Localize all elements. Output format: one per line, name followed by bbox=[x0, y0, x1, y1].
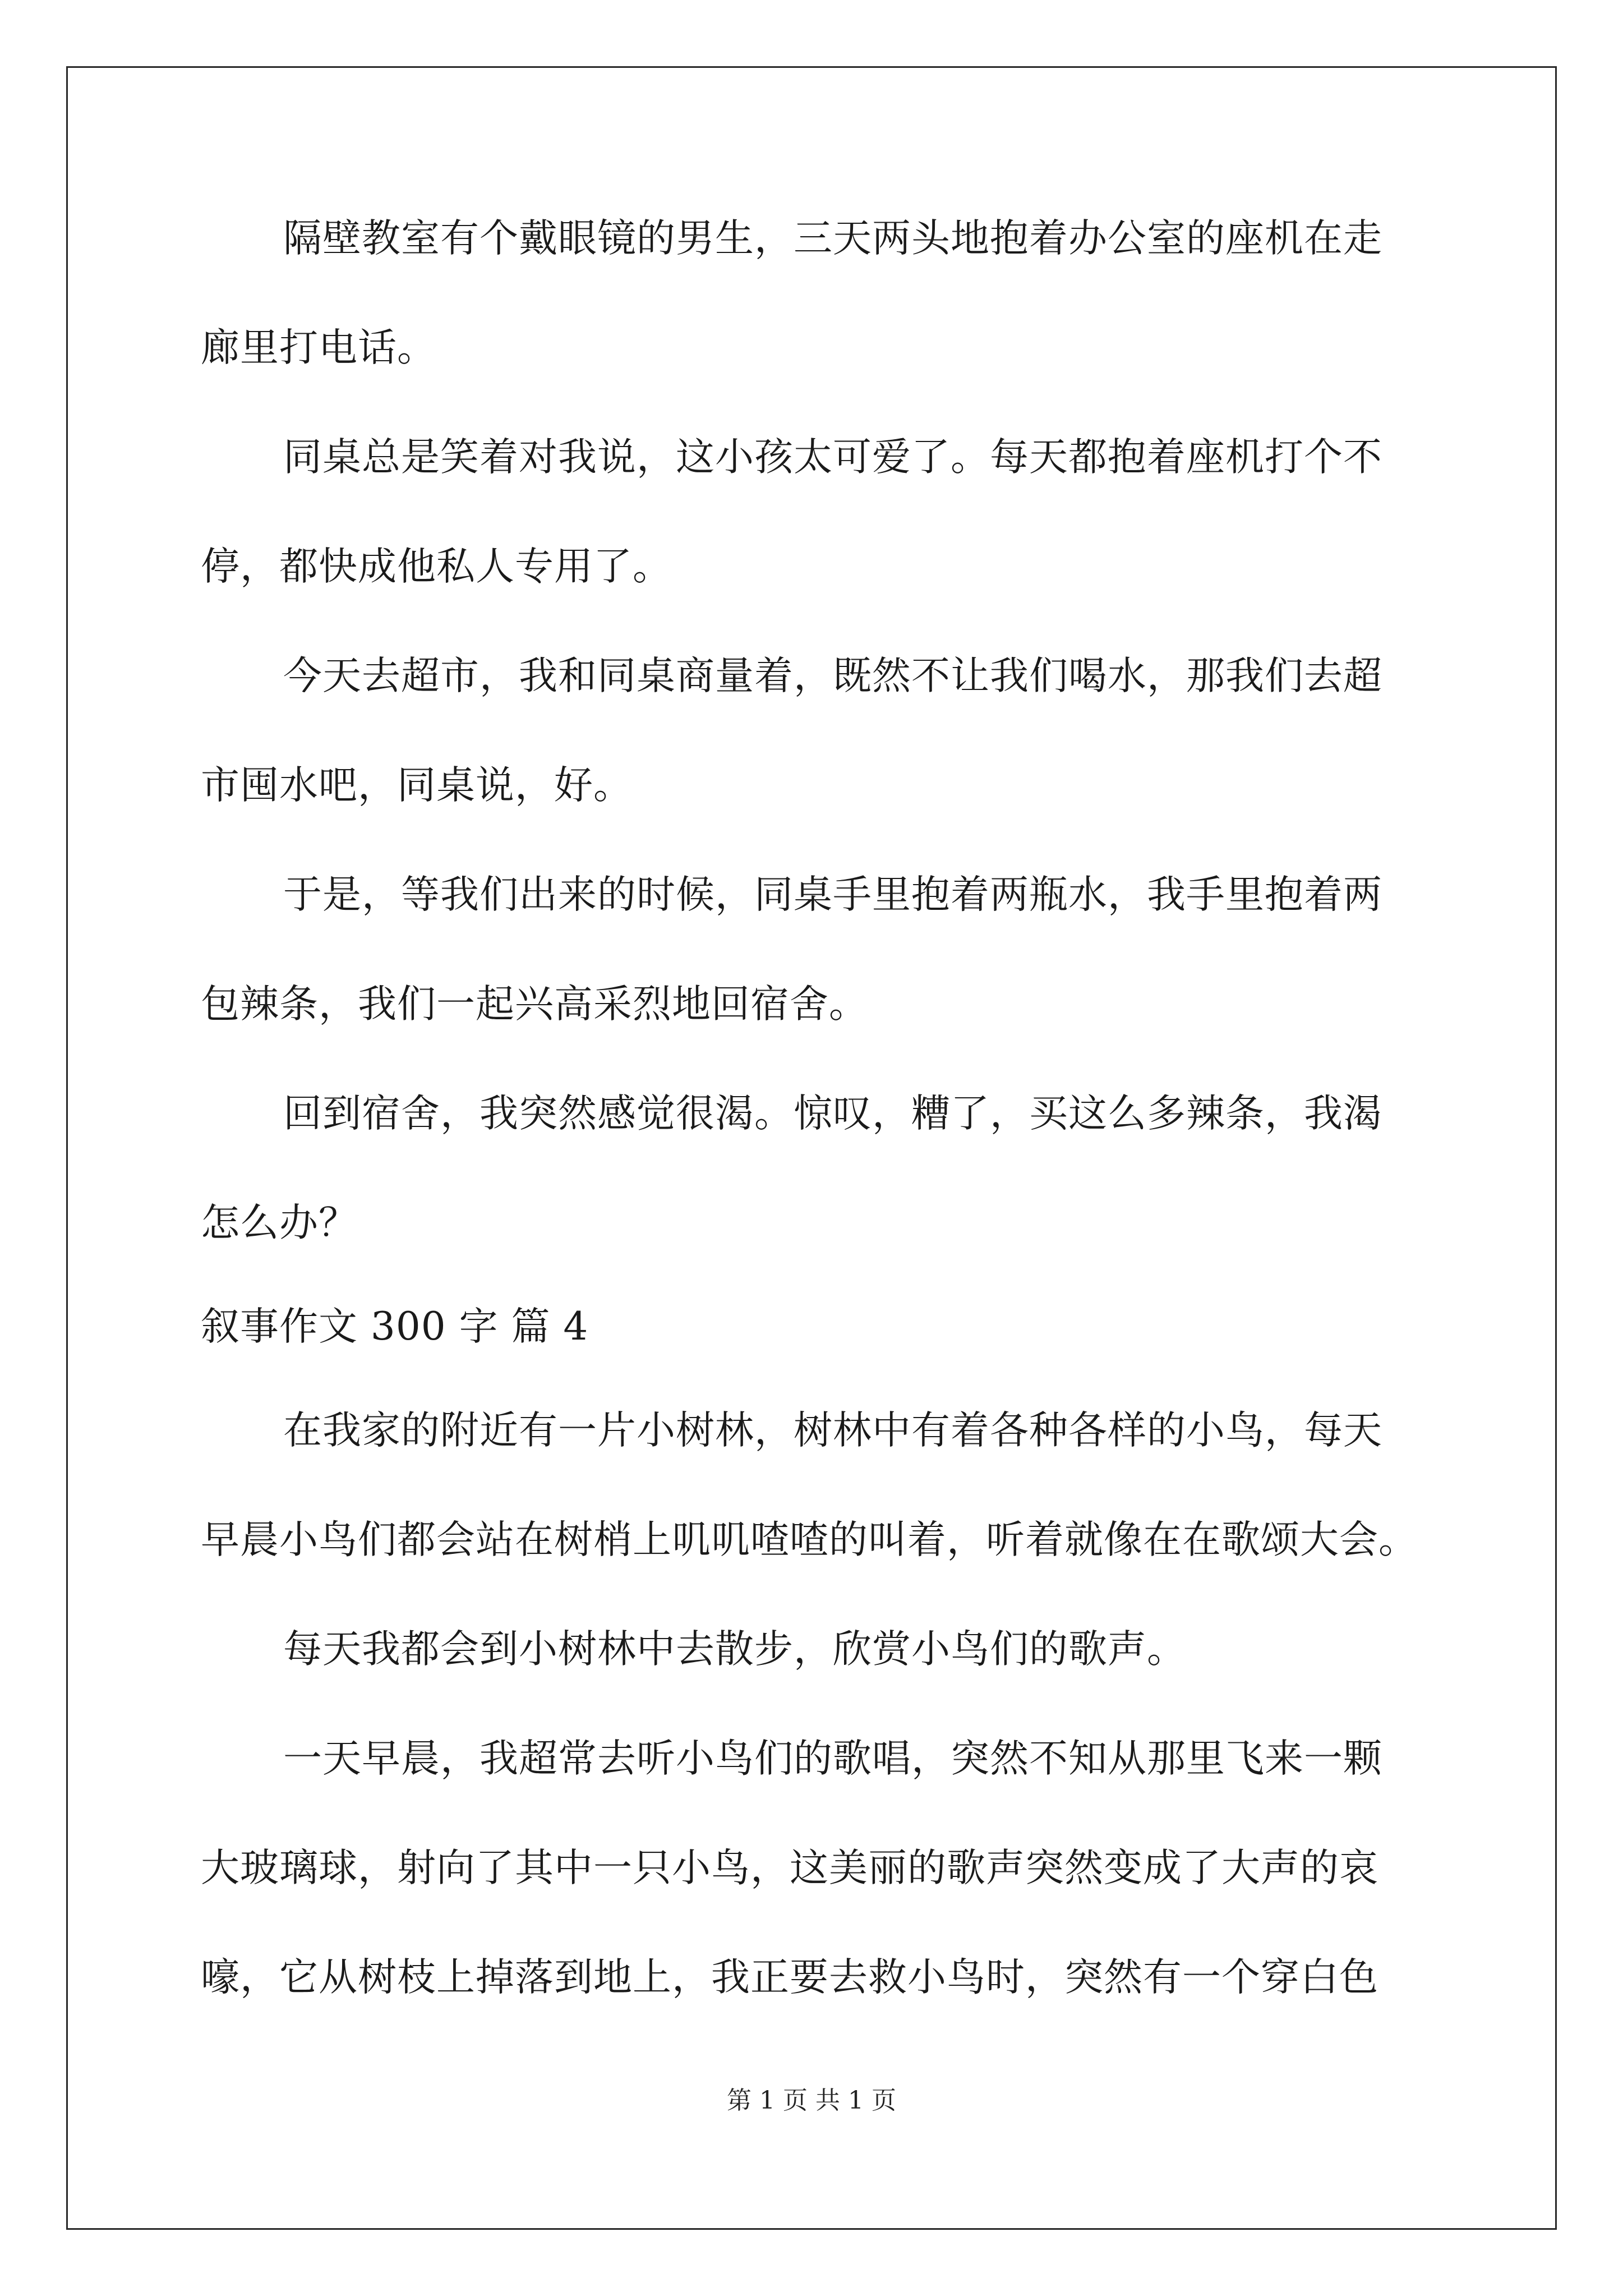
paragraph-line: 怎么办？ bbox=[201, 1200, 358, 1245]
paragraph-line: 停，都快成他私人专用了。 bbox=[201, 544, 672, 589]
paragraph-line: 一天早晨，我超常去听小鸟们的歌唱，突然不知从那里飞来一颗 bbox=[283, 1736, 1382, 1781]
paragraph-line: 廊里打电话。 bbox=[201, 325, 436, 370]
paragraph-line: 在我家的附近有一片小树林，树林中有着各种各样的小鸟，每天 bbox=[283, 1408, 1382, 1453]
paragraph-line: 包辣条，我们一起兴高采烈地回宿舍。 bbox=[201, 982, 868, 1027]
paragraph-line: 于是，等我们出来的时候，同桌手里抱着两瓶水，我手里抱着两 bbox=[283, 872, 1382, 917]
paragraph-line: 市囤水吧，同桌说，好。 bbox=[201, 763, 633, 808]
paragraph-line: 同桌总是笑着对我说，这小孩太可爱了。每天都抱着座机打个不 bbox=[283, 435, 1382, 480]
page-number-footer: 第 1 页 共 1 页 bbox=[727, 2086, 896, 2115]
section-heading: 叙事作文 300 字 篇 4 bbox=[201, 1304, 589, 1349]
paragraph-line: 隔壁教室有个戴眼镜的男生，三天两头地抱着办公室的座机在走 bbox=[283, 216, 1382, 261]
paragraph-line: 早晨小鸟们都会站在树梢上叽叽喳喳的叫着，听着就像在在歌颂大会。 bbox=[201, 1517, 1418, 1562]
paragraph-line: 大玻璃球，射向了其中一只小鸟，这美丽的歌声突然变成了大声的哀 bbox=[201, 1846, 1378, 1890]
paragraph-line: 每天我都会到小树林中去散步，欣赏小鸟们的歌声。 bbox=[283, 1627, 1186, 1672]
paragraph-line: 嚎，它从树枝上掉落到地上，我正要去救小鸟时，突然有一个穿白色 bbox=[201, 1955, 1378, 2000]
page-border bbox=[66, 66, 1557, 2230]
paragraph-line: 回到宿舍，我突然感觉很渴。惊叹，糟了，买这么多辣条，我渴 bbox=[283, 1091, 1382, 1136]
paragraph-line: 今天去超市，我和同桌商量着，既然不让我们喝水，那我们去超 bbox=[283, 654, 1382, 698]
